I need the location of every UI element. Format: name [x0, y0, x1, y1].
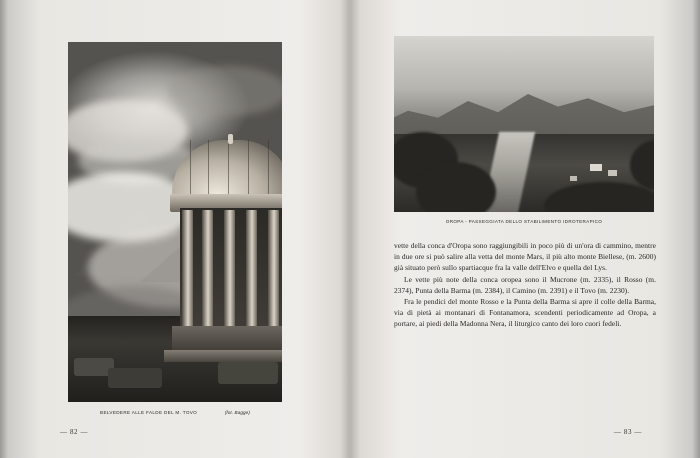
rock	[218, 362, 278, 384]
figure-caption-text: BELVEDERE ALLE FALDE DEL M. TOVO	[100, 410, 198, 415]
oropa-photo	[394, 36, 654, 212]
page-number-right: — 83 —	[613, 428, 642, 436]
temple-colonnade	[180, 208, 282, 328]
temple-steps	[164, 350, 282, 362]
page-number-left: — 82 —	[60, 428, 89, 436]
building	[590, 164, 602, 171]
cloud	[168, 66, 282, 116]
body-text	[394, 240, 656, 330]
figure-credit: (fot. Bagge)	[224, 410, 250, 415]
figure-caption: OROPA - PASSEGGIATA DELLO STABILIMENTO IDROTERAPICO	[445, 219, 603, 224]
building	[570, 176, 577, 181]
rock	[108, 368, 162, 388]
figure-caption	[68, 410, 282, 415]
dome-finial	[228, 134, 233, 144]
building	[608, 170, 617, 176]
paragraph: Le vette più note della conca oropea sono il Mucrone (m. 2335), il Rosso (m. 2374), Punta della Barma (m. 2384), il Camino (m. 2391) e il Tovo (m. 2230).	[394, 274, 656, 295]
belvedere-photo	[68, 42, 282, 402]
paragraph: vette della conca d'Oropa sono raggiungibili in poco più di un'ora di cammino, mentre in due ore si può salire alla vetta del monte Mars, il più alto monte Biellese, (m. 2600) già situato però sullo spartiacque fra la valle dell'Elvo e quella del Lys.	[394, 241, 656, 273]
paragraph: Fra le pendici del monte Rosso e la Punta della Barma si apre il colle della Barma, via di pietà ai montanari di Fontanamora, scendenti periodicamente ad Oropa, a portare, ai piedi della Madonna Nera, il liturgico canto dei loro cuori fedeli.	[394, 297, 656, 329]
right-page	[350, 0, 700, 458]
